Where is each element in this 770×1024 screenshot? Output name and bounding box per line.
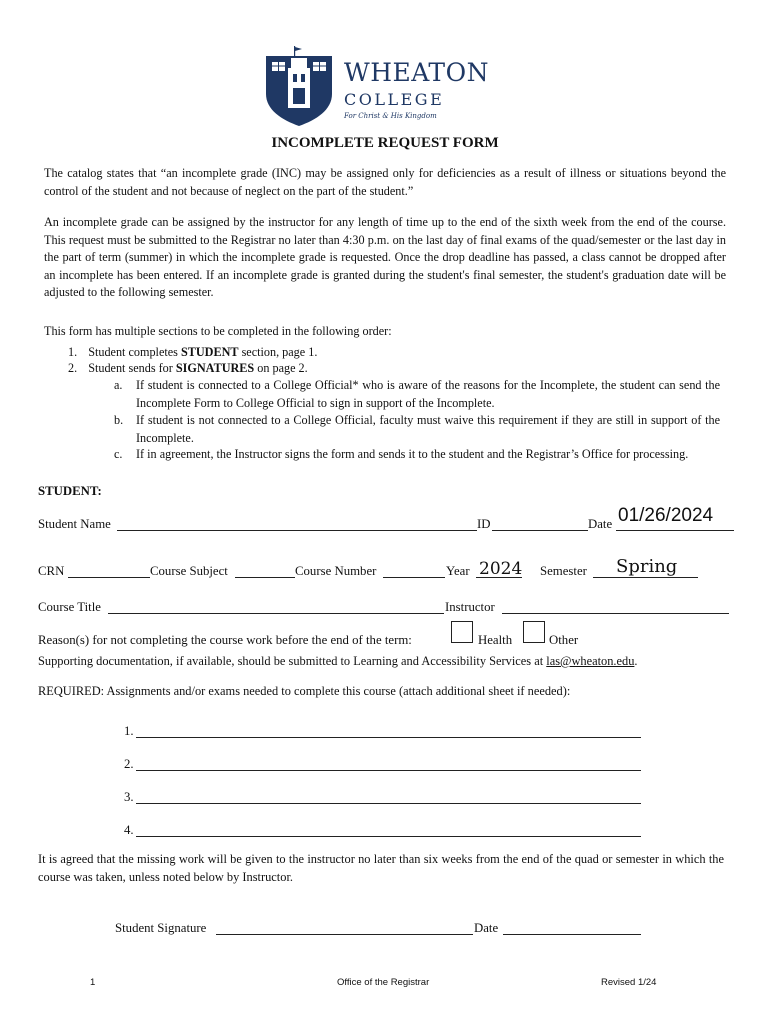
id-label: ID: [477, 517, 491, 531]
other-checkbox[interactable]: [523, 621, 545, 643]
sub-a-text: If student is connected to a College Official* who is aware of the reasons for the Incomplete, the student can send the Incomplete Form to College Official to sign in support of the Incomplete.: [136, 378, 720, 410]
footer-office: Office of the Registrar: [337, 977, 430, 988]
student-id-field[interactable]: [492, 530, 588, 531]
course-title-field[interactable]: [108, 613, 444, 614]
signature-date-label: Date: [474, 921, 499, 935]
course-subject-label: Course Subject: [150, 564, 228, 578]
course-subject-field[interactable]: [235, 577, 295, 578]
college-logo: [264, 44, 514, 124]
required-label: REQUIRED: Assignments and/or exams needed to complete this course (attach additional sheet if needed):: [38, 684, 571, 698]
crn-field[interactable]: [68, 577, 150, 578]
semester-field[interactable]: [593, 577, 698, 578]
supporting-documentation: Supporting documentation, if available, should be submitted to Learning and Accessibility Services at las@wheaton.edu.: [38, 654, 638, 668]
assignment-field-3[interactable]: [136, 803, 641, 804]
step-1: 1. Student completes STUDENT section, page 1.: [68, 345, 318, 359]
step-2: 2. Student sends for SIGNATURES on page 2.: [68, 361, 308, 375]
logo-name: WHEATON: [344, 58, 489, 87]
assignment-number-3: 3.: [124, 790, 134, 804]
other-label: Other: [549, 633, 579, 647]
footer-page-number: 1: [90, 977, 96, 988]
assignment-number-2: 2.: [124, 757, 134, 771]
year-label: Year: [446, 564, 470, 578]
date-value[interactable]: 01/26/2024: [618, 505, 714, 526]
assignment-field-2[interactable]: [136, 770, 641, 771]
student-signature-field[interactable]: [216, 934, 473, 935]
las-email-link[interactable]: las@wheaton.edu: [546, 654, 635, 668]
semester-value[interactable]: Spring: [616, 556, 678, 577]
student-signature-label: Student Signature: [115, 921, 207, 935]
sub-c-text: If in agreement, the Instructor signs the form and sends it to the student and the Registrar’s Office for processing.: [136, 447, 689, 461]
assignment-number-4: 4.: [124, 823, 134, 837]
student-name-label: Student Name: [38, 517, 111, 531]
student-heading: STUDENT:: [38, 484, 102, 498]
sub-c-label: c.: [114, 447, 123, 461]
form-title: INCOMPLETE REQUEST FORM: [271, 135, 499, 151]
year-value[interactable]: 2024: [479, 559, 523, 579]
intro-paragraph-2: An incomplete grade can be assigned by the instructor for any length of time up to the end of the sixth week from the end of the course. This request must be submitted to the Registrar no later than 4:30 p.m. on the last day of final exams of the quad/semester or the last day in the part of term (summer) in which the incomplete grade is requested. Once the drop deadline has passed, a class cannot be dropped after an incomplete has been entered. If an incomplete grade is granted during the student's final semester, the student's graduation date will be adjusted to the following semester.: [44, 215, 726, 299]
agreement-text: It is agreed that the missing work will be given to the instructor no later than six weeks from the end of the quad or semester in which the course was taken, unless noted below by Instructor.: [38, 852, 724, 884]
health-checkbox[interactable]: [451, 621, 473, 643]
course-title-label: Course Title: [38, 600, 101, 614]
reasons-label: Reason(s) for not completing the course work before the end of the term:: [38, 633, 412, 647]
assignment-field-1[interactable]: [136, 737, 641, 738]
chapel-shield-icon: [264, 44, 334, 126]
assignment-number-1: 1.: [124, 724, 134, 738]
intro-paragraph-1: The catalog states that “an incomplete grade (INC) may be assigned only for deficiencies as a result of illness or situations beyond the control of the student and not because of neglect on the part of the student.”: [44, 166, 726, 198]
date-field[interactable]: [616, 530, 734, 531]
sub-a-label: a.: [114, 378, 123, 392]
course-number-label: Course Number: [295, 564, 377, 578]
semester-label: Semester: [540, 564, 587, 578]
logo-sub: COLLEGE: [344, 90, 445, 109]
course-number-field[interactable]: [383, 577, 445, 578]
health-label: Health: [478, 633, 513, 647]
sub-b-text: If student is not connected to a College Official, faculty must waive this requirement if they are still in support of the Incomplete.: [136, 413, 720, 445]
date-label: Date: [588, 517, 613, 531]
footer-revised: Revised 1/24: [601, 977, 657, 988]
instructor-field[interactable]: [502, 613, 729, 614]
instructor-label: Instructor: [445, 600, 495, 614]
logo-tagline: For Christ & His Kingdom: [344, 112, 437, 120]
sub-b-label: b.: [114, 413, 124, 427]
signature-date-field[interactable]: [503, 934, 641, 935]
order-intro: This form has multiple sections to be completed in the following order:: [44, 324, 392, 338]
crn-label: CRN: [38, 564, 65, 578]
student-name-field[interactable]: [117, 530, 477, 531]
assignment-field-4[interactable]: [136, 836, 641, 837]
